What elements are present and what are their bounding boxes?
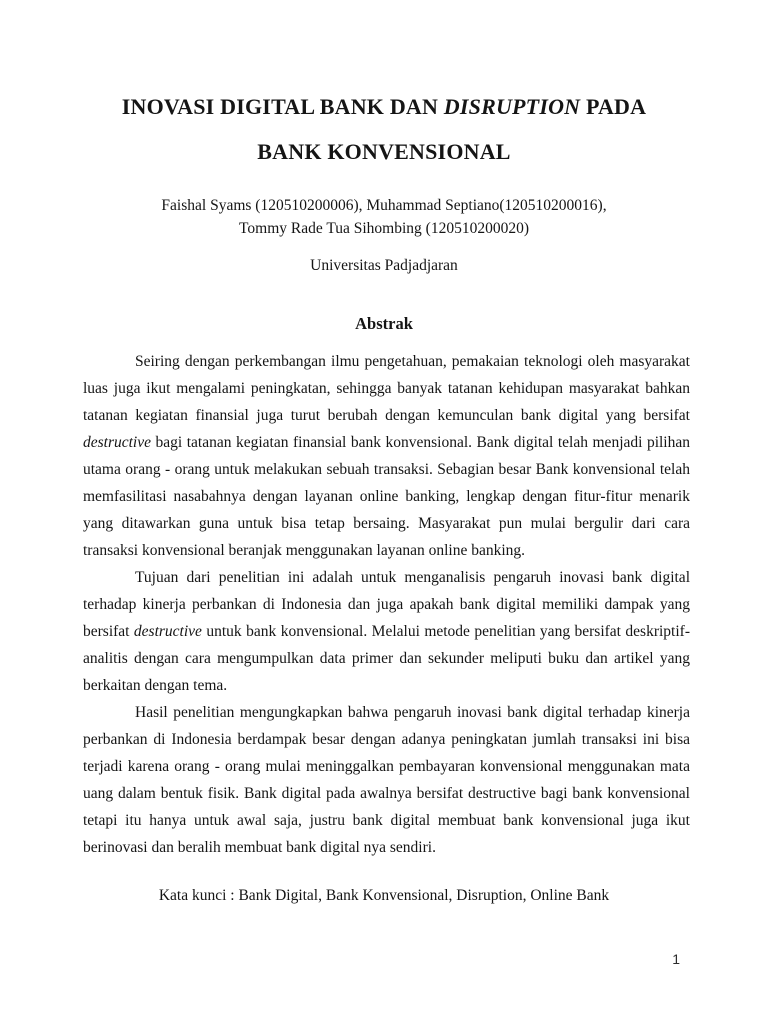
abstract-paragraph	[83, 348, 690, 564]
text-run: untuk bank konvensional. Melalui metode penelitian yang bersifat deskriptif-analitis dengan cara mengumpulkan data primer dan sekunder meliputi buku dan artikel yang berkaitan dengan tema.	[83, 623, 690, 694]
paper-title-italic-word: DISRUPTION	[443, 94, 581, 119]
keywords-line: Kata kunci : Bank Digital, Bank Konvensional, Disruption, Online Bank	[158, 887, 610, 904]
text-run: Tujuan dari penelitian ini adalah untuk menganalisis pengaruh inovasi bank digital terhadap kinerja perbankan di Indonesia dan juga apakah bank digital memiliki dampak yang bersifat	[83, 569, 690, 640]
italic-run: destructive	[133, 623, 202, 640]
abstract-paragraph	[83, 564, 690, 699]
text-run: bagi tatanan kegiatan finansial bank konvensional. Bank digital telah menjadi pilihan utama orang - orang untuk melakukan sebuah transaksi. Sebagian besar Bank konvensional telah memfasilitasi nasabahnya dengan layanan online banking, lengkap dengan fitur-fitur menarik yang ditawarkan guna untuk bisa tetap bersaing. Masyarakat pun mulai bergulir dari cara transaksi konvensional beranjak menggunakan layanan online banking.	[83, 434, 690, 559]
authors-line-2: Tommy Rade Tua Sihombing (120510200020)	[239, 220, 529, 237]
paper-title-line1-pre: INOVASI DIGITAL BANK DAN	[121, 94, 444, 119]
paper-title-line2: BANK KONVENSIONAL	[257, 139, 511, 164]
text-run: Hasil penelitian mengungkapkan bahwa pengaruh inovasi bank digital terhadap kinerja perbankan di Indonesia berdampak besar dengan adanya peningkatan jumlah transaksi ini bisa terjadi karena orang - orang mulai meninggalkan pembayaran konvensional menggunakan mata uang dalam bentuk fisik. Bank digital pada awalnya bersifat destructive bagi bank konvensional tetapi itu hanya untuk awal saja, justru bank digital membuat bank konvensional juga ikut berinovasi dan beralih membuat bank digital nya sendiri.	[83, 704, 690, 856]
authors-block	[0, 194, 768, 240]
abstract-paragraph	[83, 699, 690, 861]
abstract-body	[0, 348, 768, 861]
paper-title	[40, 84, 728, 174]
abstract-heading: Abstrak	[355, 314, 413, 333]
affiliation: Universitas Padjadjaran	[310, 257, 458, 274]
page-number: 1	[672, 951, 680, 967]
paper-title-line1-post: PADA	[580, 94, 647, 119]
authors-line-1: Faishal Syams (120510200006), Muhammad Septiano(120510200016),	[161, 197, 607, 214]
italic-run: destructive	[83, 434, 152, 451]
text-run: Seiring dengan perkembangan ilmu pengetahuan, pemakaian teknologi oleh masyarakat luas juga ikut mengalami peningkatan, sehingga banyak tatanan kehidupan masyarakat bahkan tatanan kegiatan finansial juga turut berubah dengan kemunculan bank digital yang bersifat	[83, 353, 690, 424]
